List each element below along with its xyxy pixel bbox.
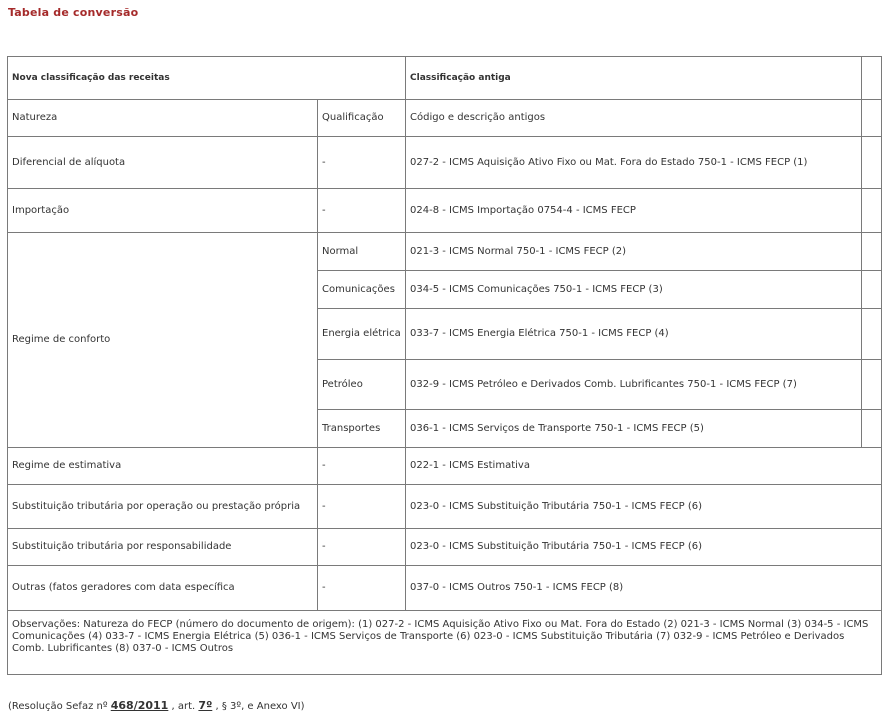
footer-mid: , art. [171, 701, 196, 712]
natureza-cell: Diferencial de alíquota [8, 137, 318, 189]
conversion-table [7, 56, 882, 675]
codigo-cell: 027-2 - ICMS Aquisição Ativo Fixo ou Mat. Fora do Estado 750-1 - ICMS FECP (1) [406, 137, 862, 189]
qualificacao-cell: Energia elétrica [318, 309, 406, 360]
codigo-cell: 022-1 - ICMS Estimativa [406, 448, 882, 485]
empty-cell [862, 100, 882, 137]
footer-citation [8, 699, 305, 712]
resolucao-link[interactable]: 468/2011 [110, 699, 169, 712]
qualificacao-cell: - [318, 566, 406, 611]
codigo-cell: 021-3 - ICMS Normal 750-1 - ICMS FECP (2) [406, 233, 862, 271]
subheader-natureza: Natureza [8, 100, 318, 137]
table-header-row [8, 57, 882, 100]
qualificacao-cell: Transportes [318, 410, 406, 448]
natureza-cell: Regime de estimativa [8, 448, 318, 485]
natureza-cell: Importação [8, 189, 318, 233]
codigo-cell: 037-0 - ICMS Outros 750-1 - ICMS FECP (8) [406, 566, 882, 611]
footer-suffix: , § 3º, e Anexo VI) [215, 701, 305, 712]
codigo-cell: 024-8 - ICMS Importação 0754-4 - ICMS FECP [406, 189, 862, 233]
observacoes-row [8, 611, 882, 675]
qualificacao-cell: Normal [318, 233, 406, 271]
table-row [8, 233, 882, 271]
codigo-cell: 036-1 - ICMS Serviços de Transporte 750-1 - ICMS FECP (5) [406, 410, 862, 448]
qualificacao-cell: Petróleo [318, 360, 406, 410]
table-row [8, 448, 882, 485]
subheader-qualificacao: Qualificação [318, 100, 406, 137]
empty-cell [862, 271, 882, 309]
footer-prefix: (Resolução Sefaz nº [8, 701, 108, 712]
table-row [8, 485, 882, 529]
qualificacao-cell: Comunicações [318, 271, 406, 309]
qualificacao-cell: - [318, 137, 406, 189]
artigo-link[interactable]: 7º [198, 699, 213, 712]
empty-cell [862, 137, 882, 189]
empty-cell [862, 233, 882, 271]
empty-cell [862, 360, 882, 410]
natureza-cell: Outras (fatos geradores com data específica [8, 566, 318, 611]
qualificacao-cell: - [318, 189, 406, 233]
natureza-cell: Regime de conforto [8, 233, 318, 448]
codigo-cell: 023-0 - ICMS Substituição Tributária 750-1 - ICMS FECP (6) [406, 485, 882, 529]
subheader-codigo: Código e descrição antigos [406, 100, 862, 137]
table-row [8, 189, 882, 233]
qualificacao-cell: - [318, 529, 406, 566]
observacoes-cell: Observações: Natureza do FECP (número do documento de origem): (1) 027-2 - ICMS Aquisição Ativo Fixo ou Mat. Fora do Estado (2) 021-3 - ICMS Normal (3) 034-5 - ICMS Comunicações (4) 033-7 - ICMS Energia Elétrica (5) 036-1 - ICMS Serviços de Transporte (6) 023-0 - ICMS Substituição Tributária (7) 032-9 - ICMS Petróleo e Derivados Comb. Lubrificantes (8) 037-0 - ICMS Outros [8, 611, 882, 675]
table-subheader-row [8, 100, 882, 137]
codigo-cell: 034-5 - ICMS Comunicações 750-1 - ICMS FECP (3) [406, 271, 862, 309]
codigo-cell: 033-7 - ICMS Energia Elétrica 750-1 - ICMS FECP (4) [406, 309, 862, 360]
empty-cell [862, 309, 882, 360]
empty-cell [862, 57, 882, 100]
codigo-cell: 032-9 - ICMS Petróleo e Derivados Comb. Lubrificantes 750-1 - ICMS FECP (7) [406, 360, 862, 410]
table-row [8, 137, 882, 189]
empty-cell [862, 410, 882, 448]
header-nova-classificacao: Nova classificação das receitas [8, 57, 406, 100]
codigo-cell: 023-0 - ICMS Substituição Tributária 750-1 - ICMS FECP (6) [406, 529, 882, 566]
header-classificacao-antiga: Classificação antiga [406, 57, 862, 100]
empty-cell [862, 189, 882, 233]
table-row [8, 529, 882, 566]
qualificacao-cell: - [318, 485, 406, 529]
natureza-cell: Substituição tributária por operação ou prestação própria [8, 485, 318, 529]
qualificacao-cell: - [318, 448, 406, 485]
natureza-cell: Substituição tributária por responsabilidade [8, 529, 318, 566]
page-title: Tabela de conversão [8, 6, 139, 19]
table-row [8, 566, 882, 611]
